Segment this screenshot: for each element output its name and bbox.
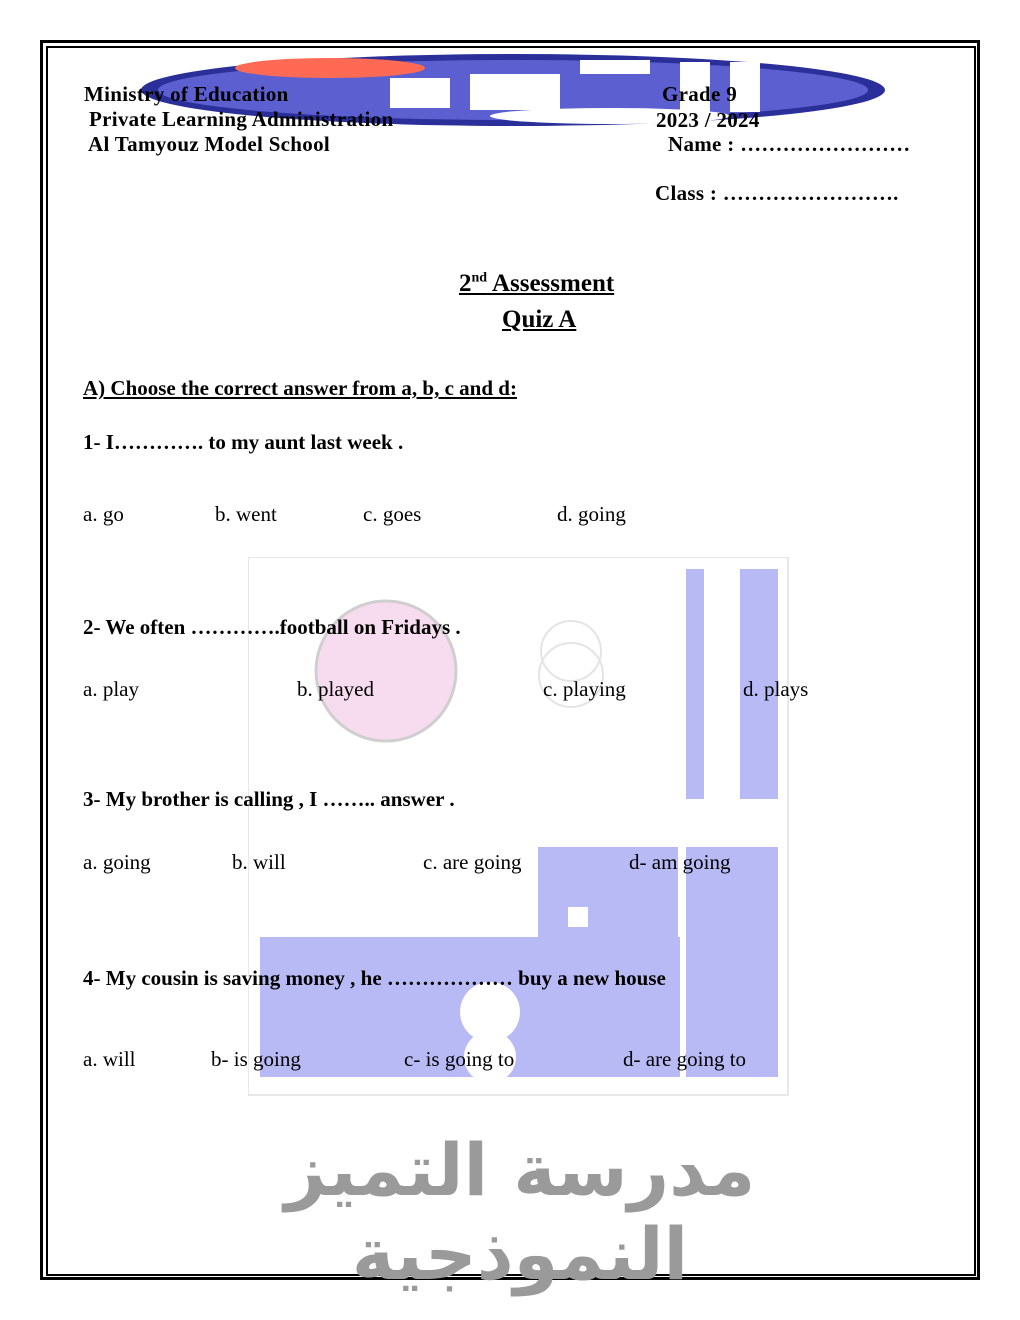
q4-option-a[interactable]: a. will (83, 1047, 136, 1071)
q3-option-c[interactable]: c. are going (423, 850, 522, 874)
q4-option-c[interactable]: c- is going to (404, 1047, 515, 1071)
question-2: 2- We often ………….football on Fridays . (83, 615, 461, 639)
q2-option-d[interactable]: d. plays (743, 677, 809, 701)
school-name-arabic-watermark: مدرسة التميز النموذجية (284, 1128, 756, 1296)
question-4: 4- My cousin is saving money , he ……………… buy a new house (83, 966, 666, 990)
q2-option-c[interactable]: c. playing (543, 677, 626, 701)
q1-option-b[interactable]: b. went (215, 502, 277, 526)
q3-option-b[interactable]: b. will (232, 850, 286, 874)
section-a-instruction: A) Choose the correct answer from a, b, c and d: (83, 376, 517, 400)
school-name: Al Tamyouz Model School (88, 132, 331, 156)
name-field[interactable]: Name : …………………… (668, 132, 911, 156)
grade-label: Grade 9 (662, 82, 738, 106)
quiz-title: Quiz A (502, 306, 577, 333)
question-3: 3- My brother is calling , I …….. answer . (83, 787, 455, 811)
assessment-title (459, 270, 614, 298)
q3-option-a[interactable]: a. going (83, 850, 151, 874)
question-1: 1- I…………. to my aunt last week . (83, 430, 404, 454)
q4-option-d[interactable]: d- are going to (623, 1047, 747, 1071)
q1-option-c[interactable]: c. goes (363, 502, 422, 526)
q1-option-a[interactable]: a. go (83, 502, 124, 526)
q3-option-d[interactable]: d- am going (629, 850, 731, 874)
q2-option-b[interactable]: b. played (297, 677, 374, 701)
assessment-label: Assessment (491, 270, 615, 297)
q4-option-b[interactable]: b- is going (211, 1047, 301, 1071)
class-field[interactable]: Class : ……………………. (655, 181, 899, 205)
q1-option-d[interactable]: d. going (557, 502, 626, 526)
assessment-ordinal: 2 (459, 270, 472, 297)
administration-label: Private Learning Administration (89, 107, 394, 131)
school-year: 2023 / 2024 (656, 108, 760, 132)
q2-option-a[interactable]: a. play (83, 677, 139, 701)
ministry-label: Ministry of Education (84, 82, 289, 106)
assessment-ordinal-suffix: nd (471, 270, 488, 286)
